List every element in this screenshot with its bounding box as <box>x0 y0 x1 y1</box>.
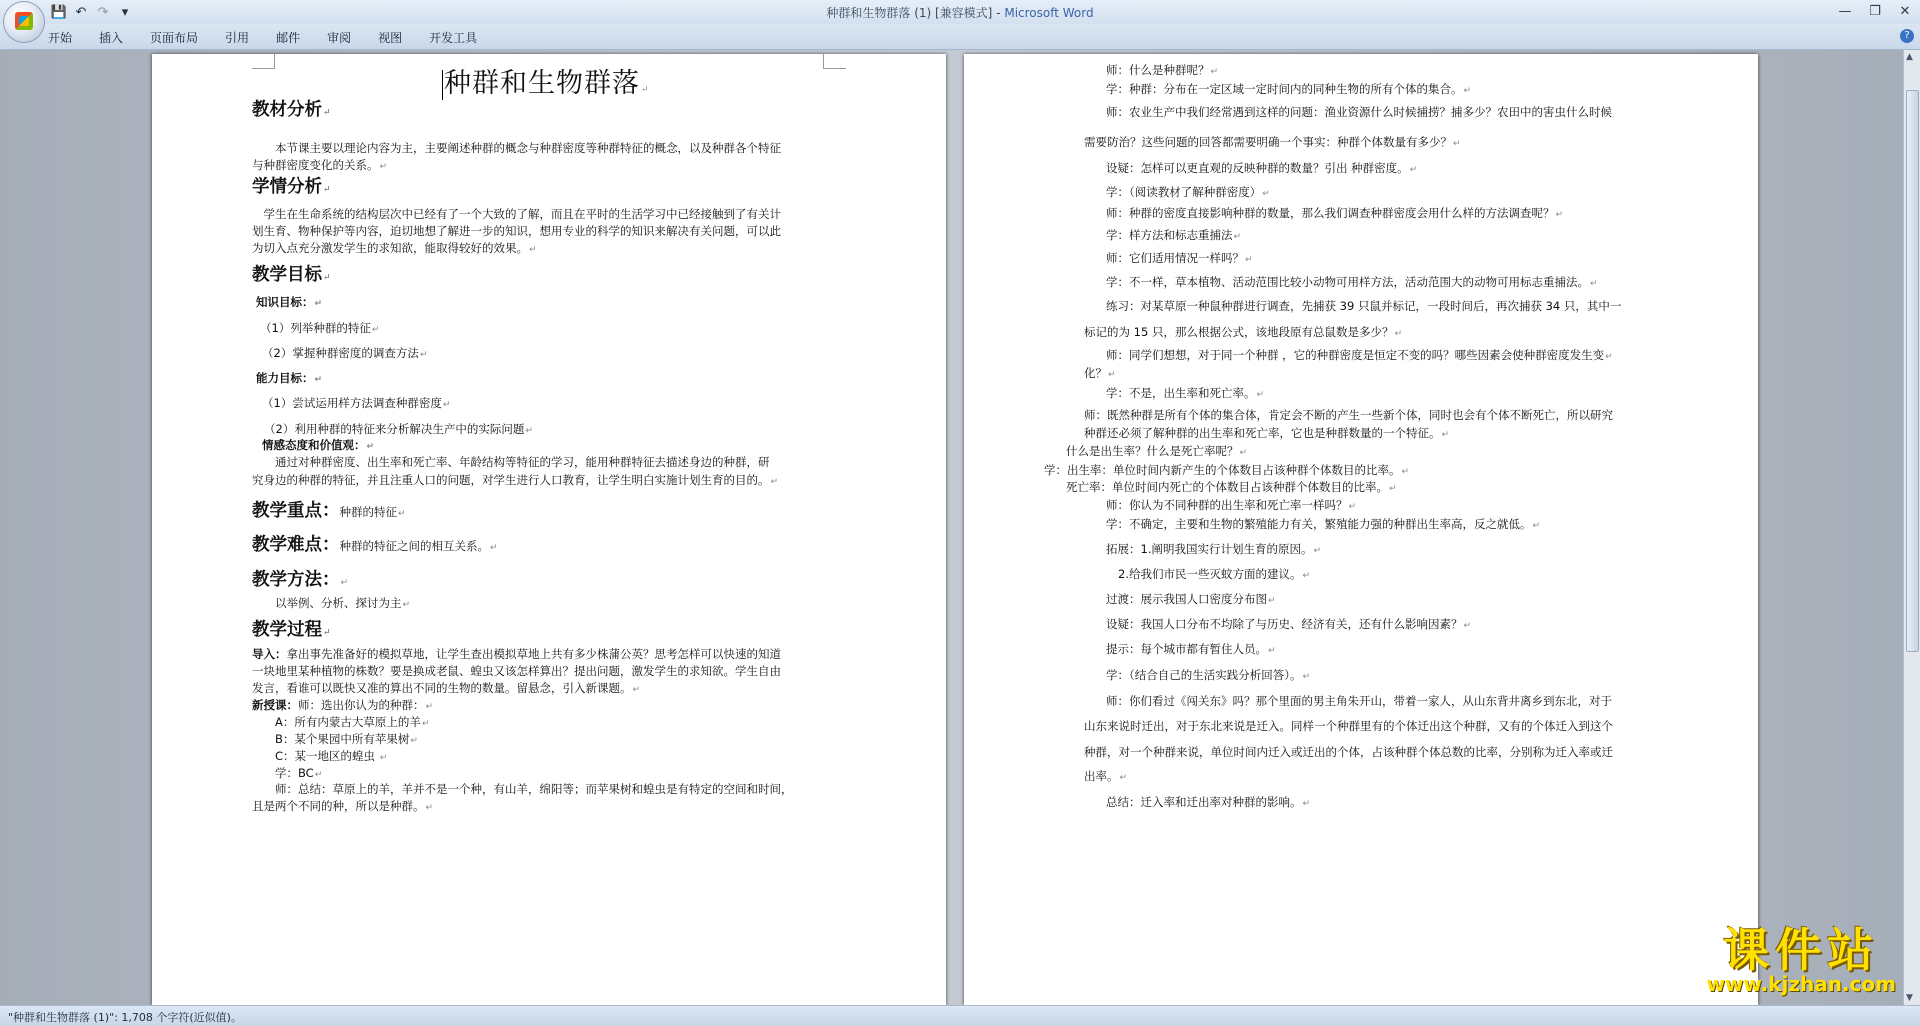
paragraph-line[interactable] <box>252 593 410 615</box>
line-text: 提示：每个城市都有暂住人员。 <box>1106 642 1267 656</box>
paragraph-mark-icon: ↵ <box>1302 571 1311 581</box>
line-text: 本节课主要以理论内容为主，主要阐述种群的概念与种群密度等种群特征的概念，以及种群各个特征 <box>252 141 781 155</box>
paragraph-line[interactable] <box>1084 766 1127 788</box>
line-text: 设疑：怎样可以更直观的反映种群的数量？引出 种群密度。 <box>1106 161 1409 175</box>
line-text: 学：不一样，草本植物、活动范围比较小动物可用样方法，活动范围大的动物可用标志重捕法。 <box>1106 275 1589 289</box>
paragraph-mark-icon: ↵ <box>1348 502 1357 512</box>
line-text: 且是两个不同的种，所以是种群。 <box>252 799 425 813</box>
watermark-logo <box>1706 924 1896 996</box>
title-text: 种群和生物群落 <box>444 68 640 99</box>
line-text: 拓展：1.阐明我国实行计划生育的原因。 <box>1106 542 1313 556</box>
tab-7[interactable]: 开发工具 <box>429 31 478 45</box>
paragraph-line[interactable] <box>1106 665 1310 687</box>
line-text: 学：（阅读教材了解种群密度） <box>1106 185 1262 199</box>
section-heading-inline[interactable] <box>252 567 348 593</box>
paragraph-line[interactable] <box>1084 716 1613 736</box>
paragraph-mark-icon: ↵ <box>490 543 498 553</box>
ribbon-tabs <box>48 29 504 46</box>
paragraph-mark-icon: ↵ <box>1555 210 1564 220</box>
paragraph-mark-icon: ↵ <box>323 185 331 195</box>
line-text: （2）掌握种群密度的调查方法 <box>262 346 419 360</box>
heading-text: 教学重点： <box>252 501 340 521</box>
paragraph-line[interactable] <box>1106 639 1276 661</box>
paragraph-mark-icon: ↵ <box>419 350 428 360</box>
scroll-down-icon[interactable]: ▼ <box>1906 993 1913 1003</box>
line-text: 过渡：展示我国人口密度分布图 <box>1106 592 1267 606</box>
paragraph-mark-icon: ↵ <box>323 628 331 638</box>
paragraph-mark-icon: ↵ <box>1239 448 1248 458</box>
paragraph-mark-icon: ↵ <box>323 108 331 118</box>
paragraph-mark-icon: ↵ <box>314 299 323 309</box>
paragraph-mark-icon: ↵ <box>314 770 323 780</box>
line-text: 死亡率：单位时间内死亡的个体数目占该种群个体数目的比率。 <box>1066 480 1388 494</box>
paragraph-mark-icon: ↵ <box>379 162 388 172</box>
line-text: 总结：迁入率和迁出率对种群的影响。 <box>1106 795 1302 809</box>
heading-text: 教学方法： <box>252 570 340 590</box>
line-text: （1）尝试运用样方法调查种群密度 <box>262 396 442 410</box>
line-text: 标记的为 15 只，那么根据公式，该地段原有总鼠数是多少？ <box>1084 325 1394 339</box>
document-page-1[interactable] <box>152 54 946 1005</box>
section-heading[interactable] <box>252 174 331 203</box>
subheading-text: 情感态度和价值观： <box>262 438 366 452</box>
paragraph-mark-icon: ↵ <box>314 375 323 385</box>
paragraph-line[interactable] <box>1106 345 1613 367</box>
bold-label: 新授课： <box>252 698 298 712</box>
paragraph-mark-icon: ↵ <box>410 736 418 746</box>
line-text: 师：什么是种群呢？ <box>1106 63 1210 77</box>
paragraph-line[interactable] <box>1106 182 1270 204</box>
line-text: 学：不确定，主要和生物的繁殖能力有关，繁殖能力强的种群出生率高，反之就低。 <box>1106 517 1532 531</box>
paragraph-mark-icon: ↵ <box>398 509 406 519</box>
paragraph-mark-icon: ↵ <box>340 578 349 588</box>
line-text: 学：（结合自己的生活实践分析回答）。 <box>1106 668 1302 682</box>
line-text: 以举例、分析、探讨为主 <box>252 596 402 610</box>
word-count-status[interactable]: "种群和生物群落 (1)": 1,708 个字符(近似值)。 <box>8 1011 242 1024</box>
paragraph-line[interactable] <box>1106 514 1540 536</box>
app-name: Microsoft Word <box>1004 6 1094 20</box>
line-text: 学：出生率：单位时间内新产生的个体数目占该种群个体数目的比率。 <box>1044 463 1401 477</box>
line-text: B：某个果园中所有苹果树 <box>252 732 410 746</box>
paragraph-line[interactable] <box>252 238 537 260</box>
paragraph-line[interactable] <box>1106 225 1241 247</box>
paragraph-line[interactable] <box>1106 296 1621 316</box>
customize-qat-icon[interactable]: ▾ <box>121 4 129 20</box>
save-icon[interactable]: 💾 <box>50 4 68 20</box>
paragraph-mark-icon: ↵ <box>529 245 537 255</box>
undo-icon[interactable]: ↶ <box>75 4 87 20</box>
line-text: C：某一地区的蝗虫 <box>252 749 379 763</box>
paragraph-line[interactable] <box>1106 589 1276 611</box>
line-text: 学：样方法和标志重捕法 <box>1106 228 1233 242</box>
line-text: 划生育、物种保护等内容，迫切地想了解进一步的知识，想用专业的科学的知识来解决有关问题，可以此 <box>252 224 781 238</box>
window-controls <box>1830 0 1920 22</box>
paragraph-line[interactable] <box>252 470 778 492</box>
section-heading[interactable] <box>252 617 331 646</box>
paragraph-mark-icon: ↵ <box>379 753 388 763</box>
paragraph-line[interactable] <box>1084 132 1461 154</box>
watermark-text: 课件站 <box>1723 923 1880 977</box>
tab-2[interactable]: 页面布局 <box>150 31 199 45</box>
line-text: 发言，看谁可以既快又准的算出不同的生物的数量。留悬念，引入新课题。 <box>252 681 632 695</box>
page-1-content[interactable] <box>152 54 946 1005</box>
document-title-heading[interactable] <box>442 66 650 108</box>
paragraph-line[interactable] <box>1106 383 1264 405</box>
line-text: 通过对种群密度、出生率和死亡率、年龄结构等特征的学习，能用种群特征去描述身边的种群，研 <box>252 455 770 469</box>
paragraph-mark-icon: ↵ <box>371 325 380 335</box>
heading-value: 种群的特征 <box>339 505 397 519</box>
section-heading-inline[interactable] <box>252 498 406 524</box>
heading-text: 教材分析 <box>252 100 322 120</box>
paragraph-line[interactable] <box>1106 614 1471 636</box>
paragraph-mark-icon: ↵ <box>425 803 434 813</box>
status-bar <box>0 1005 1920 1026</box>
paragraph-mark-icon: ↵ <box>323 273 331 283</box>
line-text: 一块地里某种植物的株数？要是换成老鼠、蝗虫又该怎样算出？提出问题，激发学生的求知欲。学生自由 <box>252 664 781 678</box>
tab-1[interactable]: 插入 <box>99 31 124 45</box>
paragraph-mark-icon: ↵ <box>1233 232 1242 242</box>
paragraph-mark-icon: ↵ <box>442 400 451 410</box>
paragraph-line[interactable] <box>1106 102 1612 122</box>
title-bar <box>0 0 1920 24</box>
paragraph-line[interactable] <box>1106 158 1417 180</box>
paragraph-mark-icon: ↵ <box>1453 139 1461 149</box>
redo-icon[interactable]: ↷ <box>97 4 109 20</box>
line-text: 为切入点充分激发学生的求知欲，能取得较好的效果。 <box>252 241 528 255</box>
paragraph-mark-icon: ↵ <box>425 702 434 712</box>
paragraph-line[interactable] <box>1106 691 1612 711</box>
paragraph-mark-icon: ↵ <box>1463 621 1472 631</box>
paragraph-mark-icon: ↵ <box>366 442 375 452</box>
paragraph-line[interactable] <box>1106 792 1310 814</box>
paragraph-mark-icon: ↵ <box>632 685 641 695</box>
line-text: 2.给我们市民一些灭蚊方面的建议。 <box>1118 567 1302 581</box>
section-heading[interactable] <box>252 262 331 291</box>
minimize-icon[interactable]: — <box>1838 3 1852 19</box>
page-2-content[interactable] <box>964 54 1758 1005</box>
paragraph-line[interactable] <box>262 343 427 365</box>
line-text: 究身边的种群的特征，并且注重人口的问题，对学生进行人口教育，让学生明白实施计划生育的目的。 <box>252 473 770 487</box>
subheading-text: 知识目标： <box>256 295 314 309</box>
paragraph-mark-icon: ↵ <box>1590 279 1598 289</box>
paragraph-mark-icon: ↵ <box>1389 484 1397 494</box>
paragraph-line[interactable] <box>1084 742 1613 762</box>
paragraph-mark-icon: ↵ <box>1108 370 1116 380</box>
paragraph-mark-icon: ↵ <box>1394 329 1402 339</box>
help-icon[interactable]: ? <box>1900 29 1914 43</box>
subheading[interactable] <box>256 368 322 390</box>
subheading[interactable] <box>256 292 322 314</box>
paragraph-line[interactable] <box>260 318 379 340</box>
line-text: 师：你们看过《闯关东》吗？那个里面的男主角朱开山，带着一家人，从山东背井离乡到东北，对于 <box>1106 694 1612 708</box>
line-text: 学：种群：分布在一定区域一定时间内的同种生物的所有个体的集合。 <box>1106 82 1463 96</box>
heading-value: 种群的特征之间的相互关系。 <box>339 539 489 553</box>
line-text: 设疑：我国人口分布不均除了与历史、经济有关，还有什么影响因素？ <box>1106 617 1463 631</box>
scrollbar-thumb[interactable] <box>1906 90 1919 652</box>
paragraph-mark-icon: ↵ <box>1262 189 1270 199</box>
heading-text: 教学难点： <box>252 535 340 555</box>
line-text: 练习：对某草原一种鼠种群进行调查，先捕获 39 只鼠并标记，一段时间后，再次捕获 34 只，其中一 <box>1106 299 1622 313</box>
line-text: 需要防治？这些问题的回答都需要明确一个事实：种群个体数量有多少？ <box>1084 135 1452 149</box>
line-text: 师：农业生产中我们经常遇到这样的问题：渔业资源什么时候捕捞？捕多少？农田中的害虫什么时候 <box>1106 105 1612 119</box>
maximize-icon[interactable]: ❐ <box>1869 3 1881 19</box>
document-title: 种群和生物群落 (1) [兼容模式] <box>826 6 993 20</box>
paragraph-line[interactable] <box>1106 203 1563 225</box>
paragraph-mark-icon: ↵ <box>1409 165 1418 175</box>
tab-0[interactable]: 开始 <box>48 31 73 45</box>
paragraph-line[interactable] <box>1106 79 1471 101</box>
paragraph-mark-icon: ↵ <box>1302 672 1311 682</box>
paragraph-line[interactable] <box>1106 248 1253 270</box>
vertical-scrollbar[interactable] <box>1903 50 1920 1005</box>
paragraph-mark-icon: ↵ <box>1532 521 1541 531</box>
subheading-text: 能力目标： <box>256 371 314 385</box>
line-text: （1）列举种群的特征 <box>260 321 371 335</box>
line-text: 拿出事先准备好的模拟草地，让学生查出模拟草地上共有多少株蒲公英？思考怎样可以快速的知道 <box>286 647 781 661</box>
paragraph-line[interactable] <box>1106 539 1321 561</box>
text-cursor <box>442 70 443 100</box>
heading-text: 学情分析 <box>252 177 322 197</box>
line-text: 学：不是，出生率和死亡率。 <box>1106 386 1256 400</box>
line-text: （2）利用种群的特征来分析解决生产中的实际问题 <box>264 422 525 436</box>
paragraph-mark-icon: ↵ <box>421 719 430 729</box>
office-button[interactable] <box>3 1 45 43</box>
paragraph-line[interactable] <box>1106 272 1598 294</box>
heading-text: 教学过程 <box>252 620 322 640</box>
paragraph-mark-icon: ↵ <box>1210 67 1219 77</box>
line-text: 师：种群的密度直接影响种群的数量，那么我们调查种群密度会用什么样的方法调查呢？ <box>1106 206 1555 220</box>
window-title <box>0 4 1920 21</box>
paragraph-mark-icon: ↵ <box>770 477 779 487</box>
tab-4[interactable]: 邮件 <box>276 31 301 45</box>
paragraph-mark-icon: ↵ <box>1441 430 1450 440</box>
section-heading-inline[interactable] <box>252 532 498 558</box>
line-text: 与种群密度变化的关系。 <box>252 158 379 172</box>
document-page-2[interactable] <box>964 54 1758 1005</box>
paragraph-line[interactable] <box>252 796 433 818</box>
paragraph-mark-icon: ↵ <box>1302 799 1311 809</box>
tab-3[interactable]: 引用 <box>225 31 250 45</box>
line-text: A：所有内蒙古大草原上的羊 <box>252 715 421 729</box>
paragraph-mark-icon: ↵ <box>1605 352 1613 362</box>
line-text: 什么是出生率？什么是死亡率呢？ <box>1066 444 1239 458</box>
paragraph-mark-icon: ↵ <box>1268 646 1276 656</box>
office-logo-icon <box>15 12 33 30</box>
paragraph-mark-icon: ↵ <box>1313 546 1322 556</box>
line-text: 种群还必须了解种群的出生率和死亡率，它也是种群数量的一个特征。 <box>1084 426 1441 440</box>
heading-text: 教学目标 <box>252 265 322 285</box>
line-text: 师：总结：草原上的羊，羊并不是一个种，有山羊，绵阳等；而苹果树和蝗虫是有特定的空间和时间， <box>252 782 793 796</box>
paragraph-line[interactable] <box>1084 405 1613 425</box>
line-text: 师：既然种群是所有个体的集合体，肯定会不断的产生一些新个体，同时也会有个体不断死亡，所以研究 <box>1084 408 1613 422</box>
paragraph-mark-icon: ↵ <box>1245 255 1253 265</box>
bold-label: 导入： <box>252 647 287 661</box>
line-text: 师：选出你认为的种群： <box>298 698 425 712</box>
watermark-url: www.kjzhan.com <box>1706 972 1896 996</box>
paragraph-line[interactable] <box>262 393 450 415</box>
paragraph-mark-icon: ↵ <box>1401 467 1410 477</box>
paragraph-mark-icon: ↵ <box>641 85 650 95</box>
paragraph-mark-icon: ↵ <box>1268 596 1276 606</box>
paragraph-line[interactable] <box>1084 363 1116 385</box>
tab-5[interactable]: 审阅 <box>327 31 352 45</box>
line-text: 学：BC <box>252 766 314 780</box>
paragraph-mark-icon: ↵ <box>1463 86 1472 96</box>
line-text: 师：你认为不同种群的出生率和死亡率一样吗？ <box>1106 498 1348 512</box>
line-text: 师：它们适用情况一样吗？ <box>1106 251 1244 265</box>
ribbon-tab-bar <box>0 24 1920 50</box>
paragraph-mark-icon: ↵ <box>402 600 411 610</box>
close-icon[interactable]: ✕ <box>1899 3 1911 19</box>
line-text: 学生在生命系统的结构层次中已经有了一个大致的了解，而且在平时的生活学习中已经接触到了有关计 <box>252 207 781 221</box>
section-heading[interactable] <box>252 97 331 126</box>
paragraph-mark-icon: ↵ <box>1256 390 1265 400</box>
scroll-up-icon[interactable]: ▲ <box>1906 52 1913 62</box>
paragraph-mark-icon: ↵ <box>1119 773 1128 783</box>
line-text: 山东来说时迁出，对于东北来说是迁入。同样一个种群里有的个体迁出这个种群，又有的个体迁入到这个 <box>1084 719 1613 733</box>
line-text: 出率。 <box>1084 769 1119 783</box>
title-separator: - <box>992 6 1005 20</box>
tab-6[interactable]: 视图 <box>378 31 403 45</box>
paragraph-mark-icon: ↵ <box>525 426 533 436</box>
paragraph-line[interactable] <box>1084 322 1402 344</box>
line-text: 化？ <box>1084 366 1107 380</box>
paragraph-line[interactable] <box>252 452 770 472</box>
line-text: 师：同学们想想，对于同一个种群 ，它的种群密度是恒定不变的吗？哪些因素会使种群密度发生变 <box>1106 348 1605 362</box>
paragraph-line[interactable] <box>1118 564 1310 586</box>
line-text: 种群，对一个种群来说，单位时间内迁入或迁出的个体，占该种群个体总数的比率，分别称为迁入率或迁 <box>1084 745 1613 759</box>
